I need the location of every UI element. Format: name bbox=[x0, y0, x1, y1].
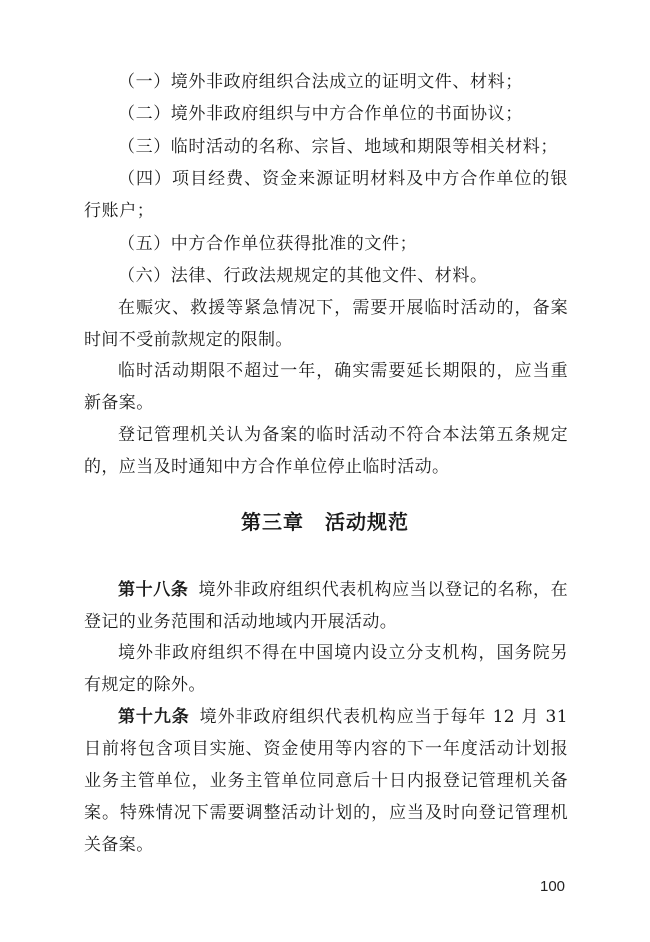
list-item-5: （五）中方合作单位获得批准的文件； bbox=[118, 234, 418, 254]
paragraph-duration: 临时活动期限不超过一年，确实需要延长期限的，应当重新备案。 bbox=[84, 361, 568, 413]
article-19-text: 境外非政府组织代表机构应当于每年 12 月 31 日前将包含项目实施、资金使用等内容的下一年度活动计划报业务主管单位，业务主管单位同意后十日内报登记管理机关备案。特殊情况下需要调整活动计划的，应当及时向登记管理机关备案。 bbox=[84, 707, 568, 855]
list-item-3: （三）临时活动的名称、宗旨、地域和期限等相关材料； bbox=[118, 137, 558, 157]
article-18-text: 境外非政府组织代表机构应当以登记的名称，在登记的业务范围和活动地域内开展活动。 bbox=[84, 580, 568, 632]
article-19-label: 第十九条 bbox=[118, 707, 190, 727]
article-18-paragraph-2: 境外非政府组织不得在中国境内设立分支机构，国务院另有规定的除外。 bbox=[84, 643, 568, 695]
article-18-label: 第十八条 bbox=[118, 580, 189, 600]
article-19 bbox=[84, 701, 568, 861]
chapter-heading: 第三章 活动规范 bbox=[241, 510, 409, 534]
list-item-2: （二）境外非政府组织与中方合作单位的书面协议； bbox=[118, 104, 523, 124]
paragraph-registration-authority: 登记管理机关认为备案的临时活动不符合本法第五条规定的，应当及时通知中方合作单位停止临时活动。 bbox=[84, 425, 568, 477]
paragraph-emergency: 在赈灾、救援等紧急情况下，需要开展临时活动的，备案时间不受前款规定的限制。 bbox=[84, 298, 568, 350]
article-18 bbox=[84, 574, 568, 638]
list-item-1: （一）境外非政府组织合法成立的证明文件、材料； bbox=[118, 72, 523, 92]
page-number: 100 bbox=[540, 878, 566, 895]
list-item-4: （四）项目经费、资金来源证明材料及中方合作单位的银行账户； bbox=[84, 169, 568, 221]
list-item-6: （六）法律、行政法规规定的其他文件、材料。 bbox=[118, 266, 488, 286]
